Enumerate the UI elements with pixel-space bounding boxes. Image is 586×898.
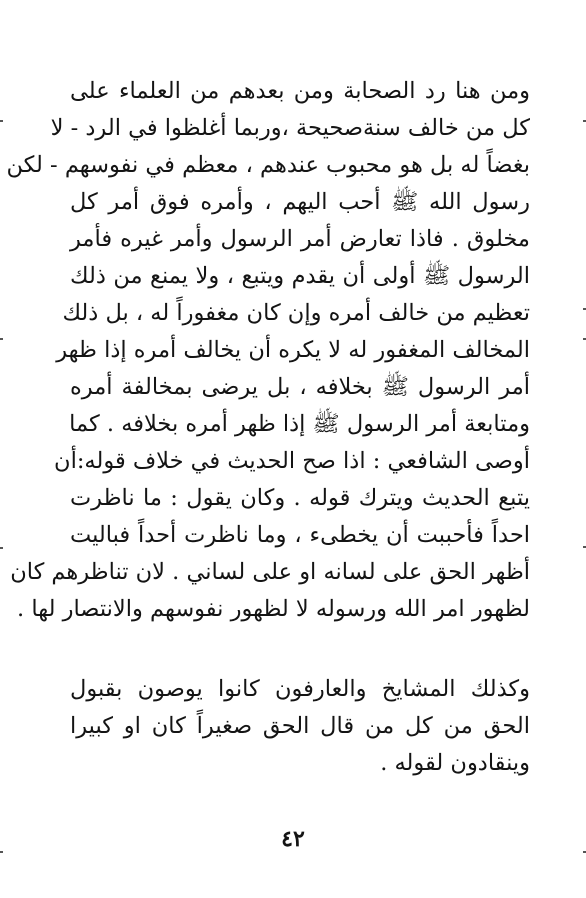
paragraph-1 bbox=[6, 73, 530, 628]
text-line: وكذلك المشايخ والعارفون كانوا يوصون بقبول bbox=[70, 676, 530, 702]
text-line: بغضاً له بل هو محبوب عندهم ، معظم في نفوسهم - لكن bbox=[6, 152, 530, 178]
text-line: احداً فأحببت أن يخطىء ، وما ناظرت أحداً فباليت bbox=[70, 522, 530, 548]
scan-mark bbox=[0, 120, 3, 122]
text-line: كل من خالف سنةصحيحة ،وربما أغلظوا في الرد - لا bbox=[50, 115, 530, 141]
text-line: أوصى الشافعي : اذا صح الحديث في خلاف قوله:أن bbox=[54, 448, 530, 474]
text-line: الحق من كل من قال الحق صغيراً كان او كبيرا bbox=[70, 713, 530, 739]
text-line: وينقادون لقوله . bbox=[380, 750, 530, 776]
paragraph-2 bbox=[70, 671, 530, 782]
text-line: المخالف المغفور له لا يكره أن يخالف أمره إذا ظهر bbox=[56, 337, 530, 363]
scan-mark bbox=[0, 547, 3, 549]
text-line: لظهور امر الله ورسوله لا لظهور نفوسهم والانتصار لها . bbox=[17, 596, 530, 622]
text-line: تعظيم من خالف أمره وإن كان مغفوراً له ، بل ذلك bbox=[62, 300, 530, 326]
text-line: يتبع الحديث ويترك قوله . وكان يقول : ما ناظرت bbox=[70, 485, 530, 511]
scan-mark bbox=[0, 338, 3, 340]
text-line: رسول الله ﷺ أحب اليهم ، وأمره فوق أمر كل bbox=[70, 189, 530, 215]
text-line: الرسول ﷺ أولى أن يقدم ويتبع ، ولا يمنع من ذلك bbox=[70, 263, 530, 289]
scan-mark bbox=[0, 851, 3, 853]
text-line: ومتابعة أمر الرسول ﷺ إذا ظهر أمره بخلافه . كما bbox=[69, 411, 530, 437]
page-number: ٤٢ bbox=[281, 826, 305, 852]
text-line: ومن هنا رد الصحابة ومن بعدهم من العلماء على bbox=[70, 78, 530, 104]
text-line: مخلوق . فاذا تعارض أمر الرسول وأمر غيره فأمر bbox=[70, 226, 530, 252]
text-line: أمر الرسول ﷺ بخلافه ، بل يرضى بمخالفة أمره bbox=[70, 374, 530, 400]
text-line: أظهر الحق على لسانه او على لساني . لان تناظرهم كان bbox=[10, 559, 530, 585]
